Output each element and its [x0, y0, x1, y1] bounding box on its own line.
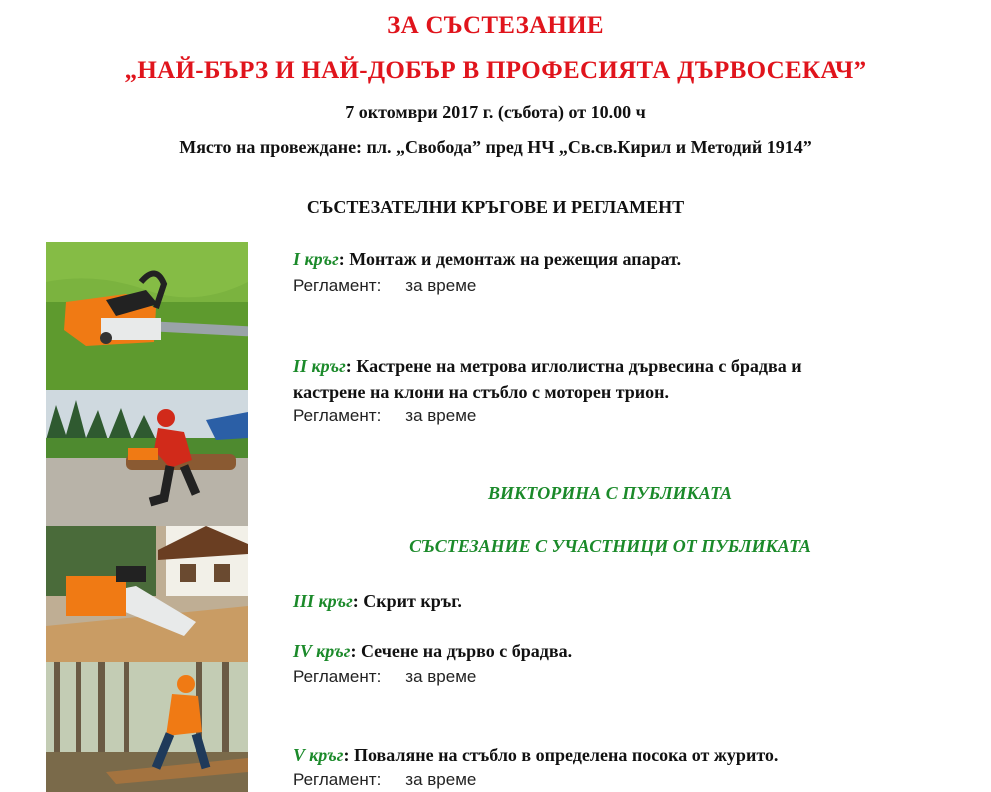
round-3-label: III кръг: [293, 591, 353, 611]
regulation-value: за време: [405, 406, 477, 425]
regulation-label: Регламент:: [293, 770, 382, 789]
round-2-label: II кръг: [293, 356, 346, 376]
regulation-label: Регламент:: [293, 406, 382, 425]
round-2: II кръг: Кастрене на метрова иглолистна дървесина с брадва и кастрене на клони на стъбло с моторен трион.: [293, 356, 802, 402]
round-2-regulation: [293, 406, 476, 426]
regulation-value: за време: [405, 667, 477, 686]
event-subtitle: „НАЙ-БЪРЗ И НАЙ-ДОБЪР В ПРОФЕСИЯТА ДЪРВОСЕКАЧ”: [124, 57, 867, 84]
event-title: ЗА СЪСТЕЗАНИЕ: [387, 12, 604, 39]
round-5-regulation: [293, 770, 476, 790]
round-5: V кръг: Поваляне на стъбло в определена посока от журито.: [293, 745, 779, 765]
regulation-value: за време: [405, 770, 477, 789]
event-place: Място на провеждане: пл. „Свобода” пред НЧ „Св.св.Кирил и Методий 1914”: [179, 137, 812, 157]
regulation-label: Регламент:: [293, 667, 382, 686]
round-2-text: Кастрене на метрова иглолистна дървесина с брадва и: [356, 356, 802, 376]
round-4-text: Сечене на дърво с брадва.: [360, 641, 573, 661]
photo-chainsaw-closeup-house: [46, 526, 248, 662]
quiz-title: ВИКТОРИНА С ПУБЛИКАТА: [488, 483, 732, 503]
round-5-text: Поваляне на стъбло в определена посока от журито.: [353, 745, 779, 765]
event-date: 7 октомври 2017 г. (събота) от 10.00 ч: [345, 102, 646, 122]
round-4-label: IV кръг: [293, 641, 351, 661]
regulation-label: Регламент:: [293, 276, 382, 295]
round-4: IV кръг: Сечене на дърво с брадва.: [293, 641, 573, 661]
regulation-value: за време: [405, 276, 477, 295]
round-3-text: Скрит кръг.: [363, 591, 462, 611]
round-2-text-line2: кастрене на клони на стъбло с моторен трион.: [293, 382, 670, 402]
photo-worker-cutting-log: [46, 390, 248, 526]
round-1-label: I кръг: [293, 249, 339, 269]
round-1-text: Монтаж и демонтаж на режещия апарат.: [349, 249, 682, 269]
round-1: I кръг: Монтаж и демонтаж на режещия апарат.: [293, 249, 682, 269]
round-1-regulation: [293, 276, 476, 296]
round-3: III кръг: Скрит кръг.: [293, 591, 462, 611]
round-5-label: V кръг: [293, 745, 344, 765]
photo-chainsaw-on-grass: [46, 242, 248, 390]
audience-title: СЪСТЕЗАНИЕ С УЧАСТНИЦИ ОТ ПУБЛИКАТА: [409, 536, 811, 556]
section-title: СЪСТЕЗАТЕЛНИ КРЪГОВЕ И РЕГЛАМЕНТ: [306, 197, 685, 217]
round-4-regulation: [293, 667, 476, 687]
photo-worker-in-forest: [46, 662, 248, 792]
